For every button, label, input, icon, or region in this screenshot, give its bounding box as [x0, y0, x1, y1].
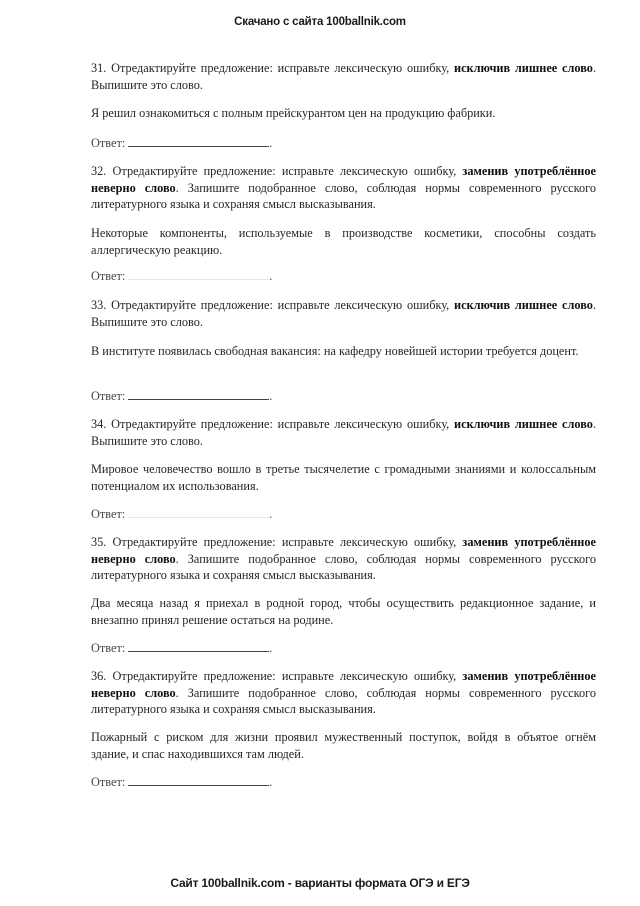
instruction-text-end: . Выпишите это слово.	[91, 61, 597, 92]
answer-end: .	[269, 136, 273, 150]
answer-label: Ответ:	[91, 775, 126, 789]
answer-label: Ответ:	[91, 136, 126, 150]
task-33-answer	[91, 388, 596, 405]
task-36-instruction	[91, 668, 596, 718]
answer-blank	[128, 268, 269, 280]
task-31-instruction	[91, 60, 596, 93]
instruction-text-end: . Запишите подобранное слово, соблюдая нормы современного русского литературного языка и сохраняя смысл высказывания.	[91, 551, 596, 583]
task-32-answer	[91, 268, 596, 285]
task-34-answer	[91, 506, 596, 523]
instruction-emphasis: заменив употреблённое неверно слово	[91, 164, 597, 195]
task-31-answer	[91, 135, 596, 152]
task-number: 34.	[91, 417, 107, 431]
page-header: Скачано с сайта 100ballnik.com	[234, 16, 406, 28]
answer-label: Ответ:	[91, 507, 126, 521]
answer-end: .	[269, 269, 273, 283]
task-33-sentence: В институте появилась свободная вакансия: на кафедру новейшей истории требуется доцент.	[91, 344, 579, 358]
answer-label: Ответ:	[91, 269, 126, 283]
task-31-sentence: Я решил ознакомиться с полным прейскурантом цен на продукцию фабрики.	[91, 106, 496, 120]
instruction-text: Отредактируйте предложение: исправьте лексическую ошибку,	[111, 298, 450, 312]
answer-blank	[128, 506, 269, 518]
answer-blank	[128, 640, 269, 652]
answer-label: Ответ:	[91, 389, 126, 403]
answer-blank	[128, 135, 269, 147]
instruction-text: Отредактируйте предложение: исправьте лексическую ошибку,	[112, 164, 457, 178]
instruction-text-end: . Запишите подобранное слово, соблюдая нормы современного русского литературного языка и сохраняя смысл высказывания.	[91, 685, 596, 717]
task-number: 36.	[91, 669, 107, 683]
answer-label: Ответ:	[91, 641, 126, 655]
instruction-emphasis: исключив лишнее слово	[454, 298, 593, 312]
instruction-emphasis: исключив лишнее слово	[454, 61, 593, 75]
instruction-text-end: . Запишите подобранное слово, соблюдая нормы современного русского литературного языка и сохраняя смысл высказывания.	[91, 180, 596, 212]
answer-end: .	[269, 389, 273, 403]
answer-end: .	[269, 775, 273, 789]
task-number: 32.	[91, 164, 107, 178]
task-32-sentence: Некоторые компоненты, используемые в производстве косметики, способны создать аллергическую реакцию.	[91, 226, 596, 257]
page-footer: Сайт 100ballnik.com - варианты формата ОГЭ и ЕГЭ	[170, 876, 470, 890]
instruction-text: Отредактируйте предложение: исправьте лексическую ошибку,	[111, 61, 450, 75]
answer-blank	[128, 388, 269, 400]
task-36-sentence: Пожарный с риском для жизни проявил мужественный поступок, войдя в объятое огнём здание, и спас находившихся там людей.	[91, 730, 596, 761]
instruction-text: Отредактируйте предложение: исправьте лексическую ошибку,	[112, 669, 457, 683]
answer-blank	[128, 774, 269, 786]
task-34-sentence: Мировое человечество вошло в третье тысячелетие с громадными знаниями и колоссальным потенциалом их использования.	[91, 462, 596, 493]
instruction-emphasis: заменив употреблённое неверно слово	[91, 535, 597, 566]
instruction-text-end: . Выпишите это слово.	[91, 417, 597, 448]
instruction-text-end: . Выпишите это слово.	[91, 298, 597, 329]
task-number: 35.	[91, 535, 107, 549]
answer-end: .	[269, 507, 273, 521]
task-35-instruction	[91, 534, 596, 584]
instruction-text: Отредактируйте предложение: исправьте лексическую ошибку,	[111, 417, 450, 431]
task-number: 33.	[91, 298, 107, 312]
task-35-answer	[91, 640, 596, 657]
instruction-emphasis: заменив употреблённое неверно слово	[91, 669, 597, 700]
instruction-text: Отредактируйте предложение: исправьте лексическую ошибку,	[112, 535, 457, 549]
task-35-sentence: Два месяца назад я приехал в родной город, чтобы осуществить редакционное задание, и внезапно принял решение остаться на родине.	[91, 596, 596, 627]
task-33-instruction	[91, 297, 596, 330]
instruction-emphasis: исключив лишнее слово	[454, 417, 593, 431]
task-number: 31.	[91, 61, 107, 75]
answer-end: .	[269, 641, 273, 655]
task-32-instruction	[91, 163, 596, 213]
task-36-answer	[91, 774, 596, 791]
task-34-instruction	[91, 416, 596, 449]
